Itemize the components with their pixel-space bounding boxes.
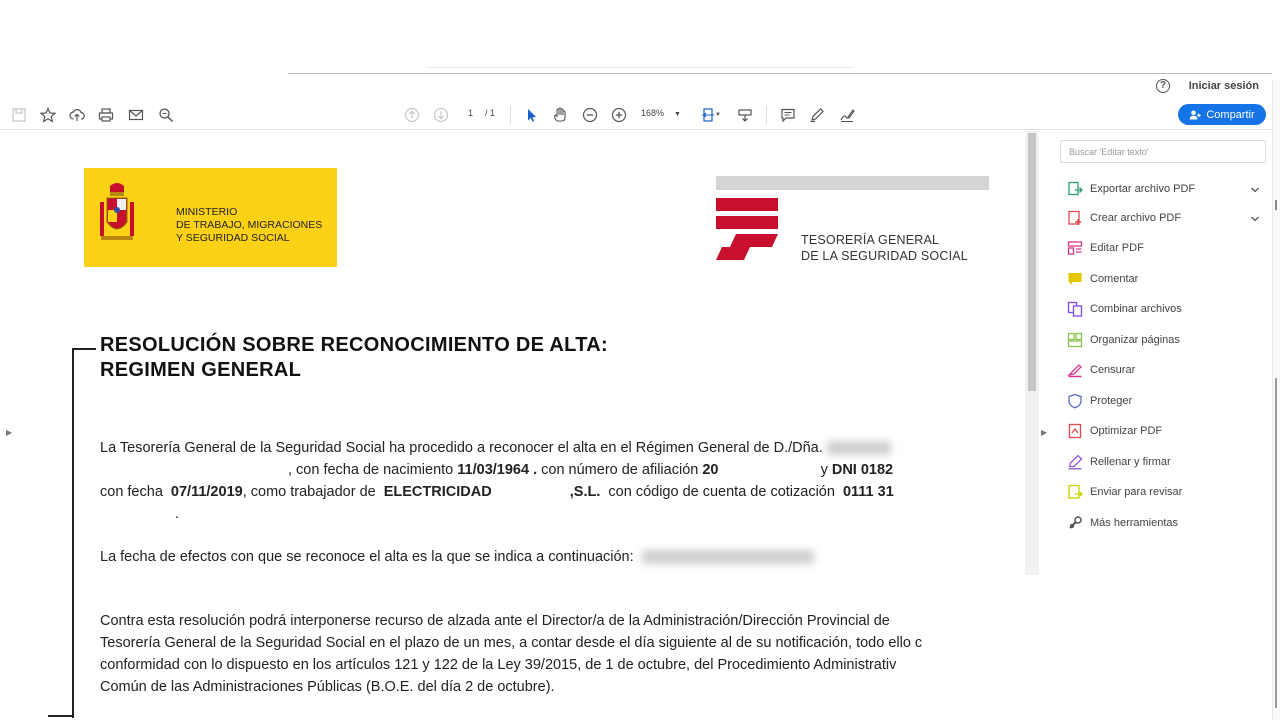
search-icon[interactable] xyxy=(157,106,175,124)
star-icon[interactable] xyxy=(39,106,57,124)
more-tools-icon xyxy=(1067,515,1083,531)
zoom-value: 168% xyxy=(641,108,665,118)
paragraph-text: Contra esta resolución podrá interponerse recurso de alzada ante el Director/a de la Administración/Dirección Provincial de xyxy=(100,613,890,629)
document-view[interactable] xyxy=(0,131,1025,720)
title-line: RESOLUCIÓN SOBRE RECONOCIMIENTO DE ALTA: xyxy=(100,334,608,356)
birth-date: 11/03/1964 . xyxy=(457,462,538,478)
ministry-logo xyxy=(84,168,337,267)
redact-icon xyxy=(1067,362,1083,378)
main-toolbar xyxy=(0,100,1272,130)
account-bar xyxy=(288,74,1272,100)
tool-fill-sign[interactable] xyxy=(1067,452,1267,472)
organize-pages-icon xyxy=(1067,332,1083,348)
question-circle-icon[interactable]: ? xyxy=(1156,79,1170,93)
page-total: / 1 xyxy=(485,108,496,118)
tool-organize-pages[interactable] xyxy=(1067,330,1267,350)
paragraph-line xyxy=(100,610,890,632)
tgss-logo-icon xyxy=(716,198,780,260)
paragraph-line xyxy=(100,481,894,503)
zoom-out-icon[interactable] xyxy=(581,106,599,124)
paragraph-line xyxy=(100,437,980,459)
export-pdf-icon xyxy=(1067,181,1083,197)
paragraph-text: , con fecha de nacimiento xyxy=(288,462,454,478)
paragraph-text: La fecha de efectos con que se reconoce el alta es la que se indica a continuación: xyxy=(100,549,634,565)
paragraph-line xyxy=(100,546,814,568)
comment-icon xyxy=(1067,271,1083,287)
tool-combine-files[interactable] xyxy=(1067,299,1267,319)
send-review-icon xyxy=(1067,484,1083,500)
margin-bracket xyxy=(72,348,96,350)
tool-label: Proteger xyxy=(1090,395,1133,407)
page-number-input[interactable]: 1 xyxy=(468,108,474,118)
margin-bracket xyxy=(72,348,74,718)
paragraph-text: , como trabajador de xyxy=(242,484,376,500)
paragraph-line xyxy=(100,654,896,676)
paragraph-line xyxy=(100,676,555,698)
divider xyxy=(428,67,852,68)
share-label: Compartir xyxy=(1206,108,1255,121)
cloud-upload-icon[interactable] xyxy=(68,106,86,124)
chevron-down-icon: ▼ xyxy=(674,111,681,118)
scroll-mode-icon[interactable] xyxy=(736,106,754,124)
chevron-down-icon[interactable]: ▼ xyxy=(715,112,721,118)
tool-send-review[interactable] xyxy=(1067,482,1267,502)
header-bar xyxy=(716,176,989,190)
redacted-name xyxy=(827,441,891,455)
chevron-down-icon[interactable] xyxy=(1250,182,1260,192)
hand-tool-icon[interactable] xyxy=(551,106,569,124)
paragraph-line xyxy=(288,459,893,481)
chevron-down-icon[interactable] xyxy=(1250,211,1260,221)
title-line: REGIMEN GENERAL xyxy=(100,359,302,381)
tool-label: Más herramientas xyxy=(1090,517,1179,529)
ministry-name xyxy=(176,206,322,245)
paragraph-text: conformidad con lo dispuesto en los artículos 121 y 122 de la Ley 39/2015, de 1 de octubre, del Procedimiento Administrativ xyxy=(100,657,897,673)
paragraph-text: Común de las Administraciones Públicas (B.O.E. del día 2 de octubre). xyxy=(100,679,555,695)
paragraph-line xyxy=(100,632,922,654)
sign-icon[interactable] xyxy=(838,106,856,124)
affiliation-number: 20 xyxy=(702,462,719,478)
add-user-icon xyxy=(1189,109,1201,121)
paragraph-text: con fecha xyxy=(100,484,163,500)
comment-icon[interactable] xyxy=(779,106,797,124)
tgss-name xyxy=(801,232,968,264)
tool-create-pdf[interactable] xyxy=(1067,208,1267,228)
tool-more-tools[interactable] xyxy=(1067,513,1267,533)
company-suffix: ,S.L. xyxy=(569,484,601,500)
dni-number: DNI 0182 xyxy=(831,462,894,478)
select-arrow-icon[interactable] xyxy=(522,106,540,124)
company-name: ELECTRICIDAD xyxy=(383,484,492,500)
paragraph-text: Tesorería General de la Seguridad Social en el plazo de un mes, a contar desde el día siguiente al de su notificación, todo ello c xyxy=(100,635,923,651)
tool-redact[interactable] xyxy=(1067,360,1267,380)
highlight-pen-icon[interactable] xyxy=(808,106,826,124)
coat-of-arms-icon xyxy=(98,180,136,252)
mail-icon[interactable] xyxy=(127,106,145,124)
paragraph-line xyxy=(175,503,179,525)
toolbar-separator xyxy=(510,106,511,124)
tgss-line: DE LA SEGURIDAD SOCIAL xyxy=(801,249,968,263)
tool-label: Optimizar PDF xyxy=(1090,425,1163,437)
tool-label: Censurar xyxy=(1090,364,1136,376)
save-icon[interactable] xyxy=(10,106,28,124)
tool-export-pdf[interactable] xyxy=(1067,179,1267,199)
paragraph-text: y xyxy=(820,462,828,478)
tool-label: Exportar archivo PDF xyxy=(1090,183,1196,195)
collapse-panel-icon[interactable]: ▶ xyxy=(1041,428,1048,437)
margin-bracket xyxy=(48,715,74,717)
tgss-line: TESORERÍA GENERAL xyxy=(801,233,940,247)
zoom-select[interactable] xyxy=(641,108,681,118)
tool-protect[interactable] xyxy=(1067,391,1267,411)
tool-label: Crear archivo PDF xyxy=(1090,212,1182,224)
tools-panel xyxy=(1051,131,1272,575)
tool-label: Comentar xyxy=(1090,273,1139,285)
paragraph-text: con número de afiliación xyxy=(541,462,699,478)
fill-sign-icon xyxy=(1067,454,1083,470)
tool-edit-pdf[interactable] xyxy=(1067,238,1267,258)
tool-label: Rellenar y firmar xyxy=(1090,456,1171,468)
registration-date: 07/11/2019 xyxy=(170,484,243,500)
tool-comment[interactable] xyxy=(1067,269,1267,289)
next-page-icon[interactable] xyxy=(432,106,450,124)
window-scroll-marker xyxy=(1275,200,1277,210)
zoom-in-icon[interactable] xyxy=(610,106,628,124)
create-pdf-icon xyxy=(1067,210,1083,226)
document-title xyxy=(100,333,608,383)
share-button[interactable] xyxy=(1178,104,1266,125)
paragraph-text: con código de cuenta de cotización xyxy=(608,484,835,500)
scrollbar-thumb[interactable] xyxy=(1028,133,1036,391)
toolbar-separator xyxy=(766,106,767,124)
tool-optimize-pdf[interactable] xyxy=(1067,421,1267,441)
tools-search-input[interactable]: Buscar 'Editar texto' xyxy=(1060,140,1266,163)
paragraph-text: . xyxy=(175,506,180,522)
ministry-line: MINISTERIO xyxy=(176,206,238,218)
ministry-line: DE TRABAJO, MIGRACIONES xyxy=(176,219,323,231)
ministry-line: Y SEGURIDAD SOCIAL xyxy=(176,232,290,244)
redacted-date xyxy=(642,550,814,564)
tool-label: Editar PDF xyxy=(1090,242,1144,254)
expand-left-panel-icon[interactable]: ▶ xyxy=(6,428,13,437)
vertical-scrollbar[interactable] xyxy=(1025,131,1039,575)
contribution-account: 0111 31 xyxy=(842,484,894,500)
protect-icon xyxy=(1067,393,1083,409)
tool-label: Organizar páginas xyxy=(1090,334,1180,346)
tool-label: Combinar archivos xyxy=(1090,303,1182,315)
tool-label: Enviar para revisar xyxy=(1090,486,1183,498)
combine-files-icon xyxy=(1067,301,1083,317)
edit-pdf-icon xyxy=(1067,240,1083,256)
signin-link[interactable]: Iniciar sesión xyxy=(1188,80,1259,92)
optimize-pdf-icon xyxy=(1067,423,1083,439)
window-scroll-marker xyxy=(1275,378,1277,708)
print-icon[interactable] xyxy=(97,106,115,124)
paragraph-text: La Tesorería General de la Seguridad Social ha procedido a reconocer el alta en el Régimen General de D./Dña. xyxy=(100,440,823,456)
previous-page-icon[interactable] xyxy=(403,106,421,124)
